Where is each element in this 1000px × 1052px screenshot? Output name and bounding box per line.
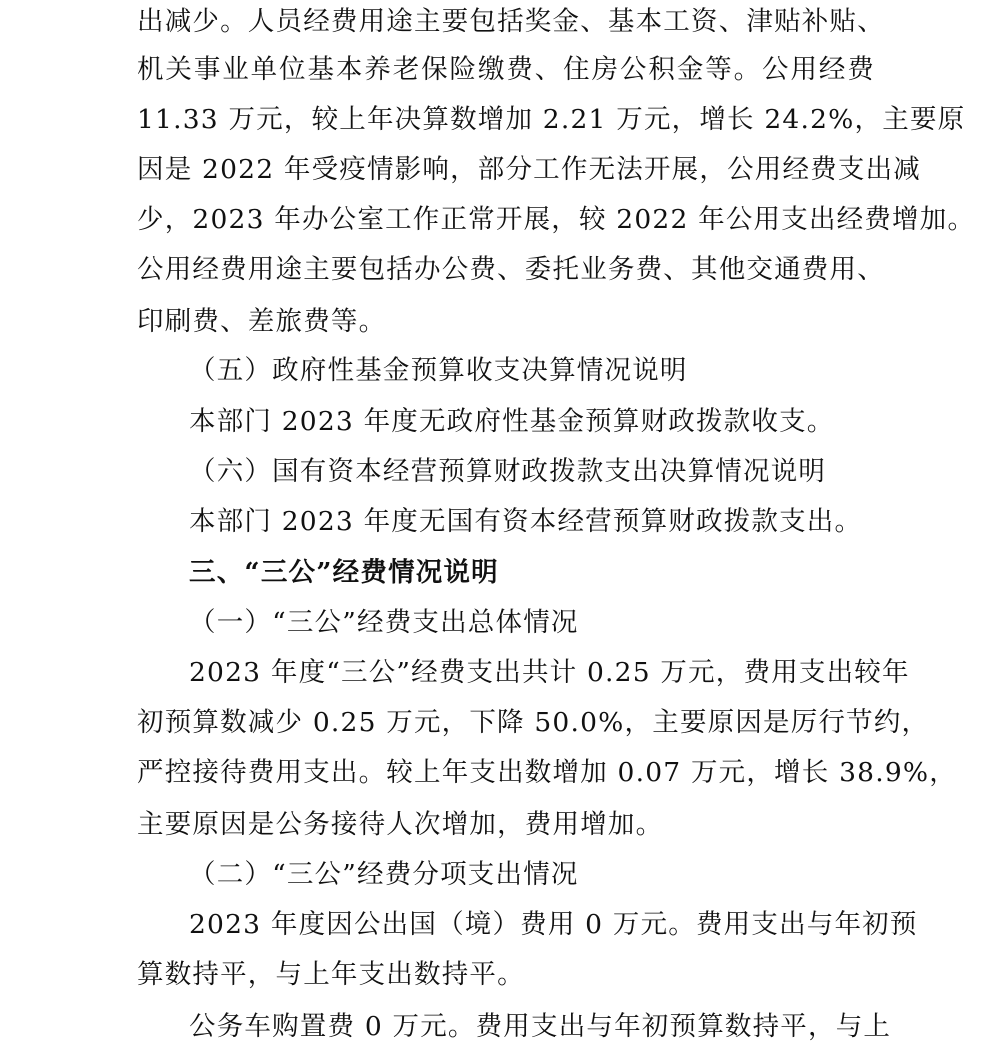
- body-text-line: 本部门 2023 年度无国有资本经营预算财政拨款支出。: [189, 506, 863, 537]
- body-text-line: 初预算数减少 0.25 万元，下降 50.0%，主要原因是厉行节约，: [137, 707, 930, 738]
- body-text-line: 严控接待费用支出。较上年支出数增加 0.07 万元，增长 38.9%，: [137, 757, 957, 788]
- subsection-heading-1: （一）“三公”经费支出总体情况: [189, 607, 579, 638]
- body-text-line: 11.33 万元，较上年决算数增加 2.21 万元，增长 24.2%，主要原: [137, 104, 966, 135]
- body-text-line: 2023 年度因公出国（境）费用 0 万元。费用支出与年初预: [189, 909, 918, 940]
- body-text-line: 印刷费、差旅费等。: [137, 306, 387, 337]
- body-text-line: 少，2023 年办公室工作正常开展，较 2022 年公用支出经费增加。: [137, 204, 976, 235]
- body-text-line: 主要原因是公务接待人次增加，费用增加。: [137, 809, 664, 840]
- subsection-heading-2: （二）“三公”经费分项支出情况: [189, 859, 579, 890]
- body-text-line: 公务车购置费 0 万元。费用支出与年初预算数持平，与上: [189, 1011, 892, 1042]
- chapter-heading-three-public: 三、“三公”经费情况说明: [189, 557, 499, 588]
- section-heading-6: （六）国有资本经营预算财政拨款支出决算情况说明: [189, 456, 827, 487]
- body-text-line: 机关事业单位基本养老保险缴费、住房公积金等。公用经费: [137, 54, 875, 85]
- body-text-line: 出减少。人员经费用途主要包括奖金、基本工资、津贴补贴、: [137, 6, 885, 37]
- body-text-line: 因是 2022 年受疫情影响，部分工作无法开展，公用经费支出减: [137, 154, 921, 185]
- body-text-line: 算数持平，与上年支出数持平。: [137, 959, 525, 990]
- section-heading-5: （五）政府性基金预算收支决算情况说明: [189, 355, 688, 386]
- body-text-line: 2023 年度“三公”经费支出共计 0.25 万元，费用支出较年: [189, 657, 910, 688]
- body-text-line: 公用经费用途主要包括办公费、委托业务费、其他交通费用、: [137, 254, 885, 285]
- body-text-line: 本部门 2023 年度无政府性基金预算财政拨款收支。: [189, 406, 835, 437]
